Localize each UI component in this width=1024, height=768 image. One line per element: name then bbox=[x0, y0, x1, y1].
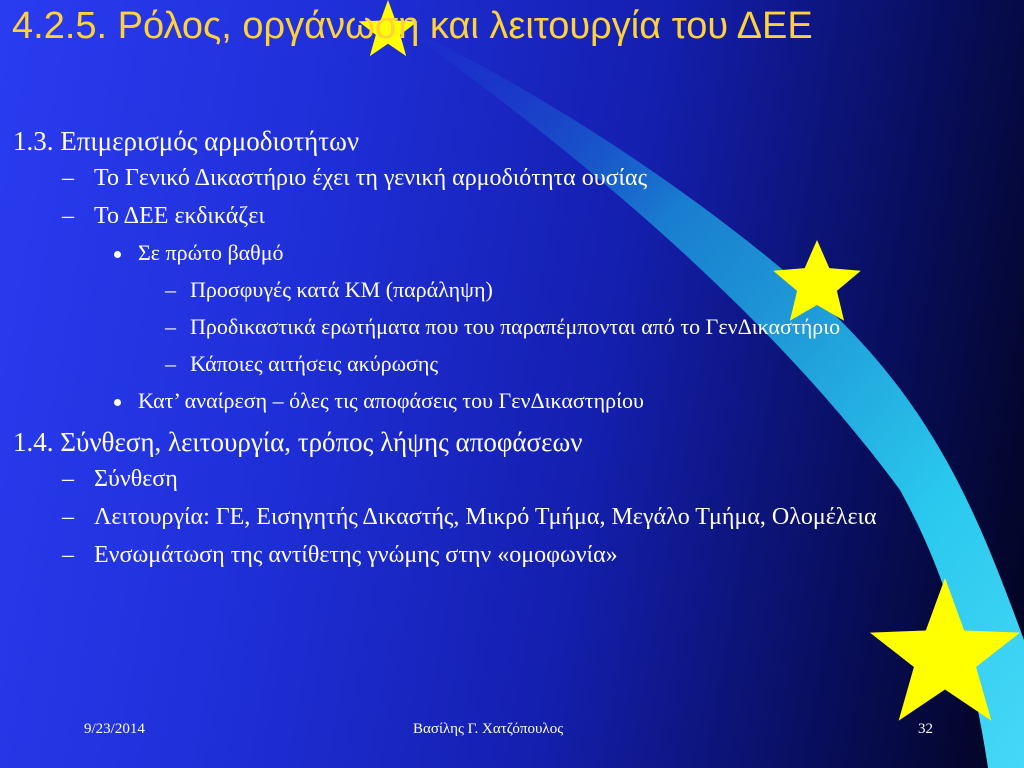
dash-marker: – bbox=[62, 542, 74, 568]
bullet-text: Σε πρώτο βαθμό bbox=[138, 240, 284, 265]
footer-author: Βασίλης Γ. Χατζόπουλος bbox=[413, 721, 564, 737]
slide-body bbox=[0, 124, 1024, 579]
sub-item-text: Προδικαστικά ερωτήματα που του παραπέμπονται από το ΓενΔικαστήριο bbox=[190, 314, 841, 339]
bullet-item bbox=[0, 240, 1024, 266]
sub-item-text: Προσφυγές κατά ΚΜ (παράληψη) bbox=[190, 277, 493, 302]
dash-marker: – bbox=[165, 351, 176, 376]
dash-marker: – bbox=[62, 165, 74, 191]
list-item bbox=[0, 202, 954, 230]
list-item bbox=[0, 164, 954, 192]
dash-marker: – bbox=[165, 314, 176, 339]
footer-date: 9/23/2014 bbox=[84, 721, 145, 737]
slide-title: 4.2.5. Ρόλος, οργάνωση και λειτουργία του ΔΕΕ bbox=[12, 5, 813, 47]
dash-marker: – bbox=[62, 203, 74, 229]
list-item bbox=[0, 541, 954, 569]
list-item-text: Λειτουργία: ΓΕ, Εισηγητής Δικαστής, Μικρό Τμήμα, Μεγάλο Τμήμα, Ολομέλεια bbox=[94, 504, 877, 530]
sub-item-text: Κάποιες αιτήσεις ακύρωσης bbox=[190, 351, 439, 376]
list-item-text: Ενσωμάτωση της αντίθετης γνώμης στην «ομοφωνία» bbox=[94, 542, 618, 568]
bullet-dot bbox=[114, 251, 121, 258]
list-item-text: Σύνθεση bbox=[94, 466, 178, 492]
list-item bbox=[0, 503, 954, 531]
sub-item bbox=[0, 314, 930, 340]
dash-marker: – bbox=[62, 466, 74, 492]
bullet-item bbox=[0, 388, 1024, 414]
bullet-dot bbox=[114, 399, 121, 406]
dash-marker: – bbox=[165, 277, 176, 302]
list-item bbox=[0, 465, 954, 493]
slide-number: 32 bbox=[918, 721, 933, 737]
section-heading: 1.4. Σύνθεση, λειτουργία, τρόπος λήψης αποφάσεων bbox=[13, 427, 583, 457]
section-heading: 1.3. Επιμερισμός αρμοδιοτήτων bbox=[13, 126, 360, 156]
list-item-text: Το Γενικό Δικαστήριο έχει τη γενική αρμοδιότητα ουσίας bbox=[94, 165, 648, 191]
dash-marker: – bbox=[62, 504, 74, 530]
list-item-text: Το ΔΕΕ εκδικάζει bbox=[94, 203, 265, 229]
sub-item bbox=[0, 351, 930, 377]
bullet-text: Κατ’ αναίρεση – όλες τις αποφάσεις του ΓενΔικαστηρίου bbox=[138, 388, 644, 413]
sub-item bbox=[0, 277, 930, 303]
